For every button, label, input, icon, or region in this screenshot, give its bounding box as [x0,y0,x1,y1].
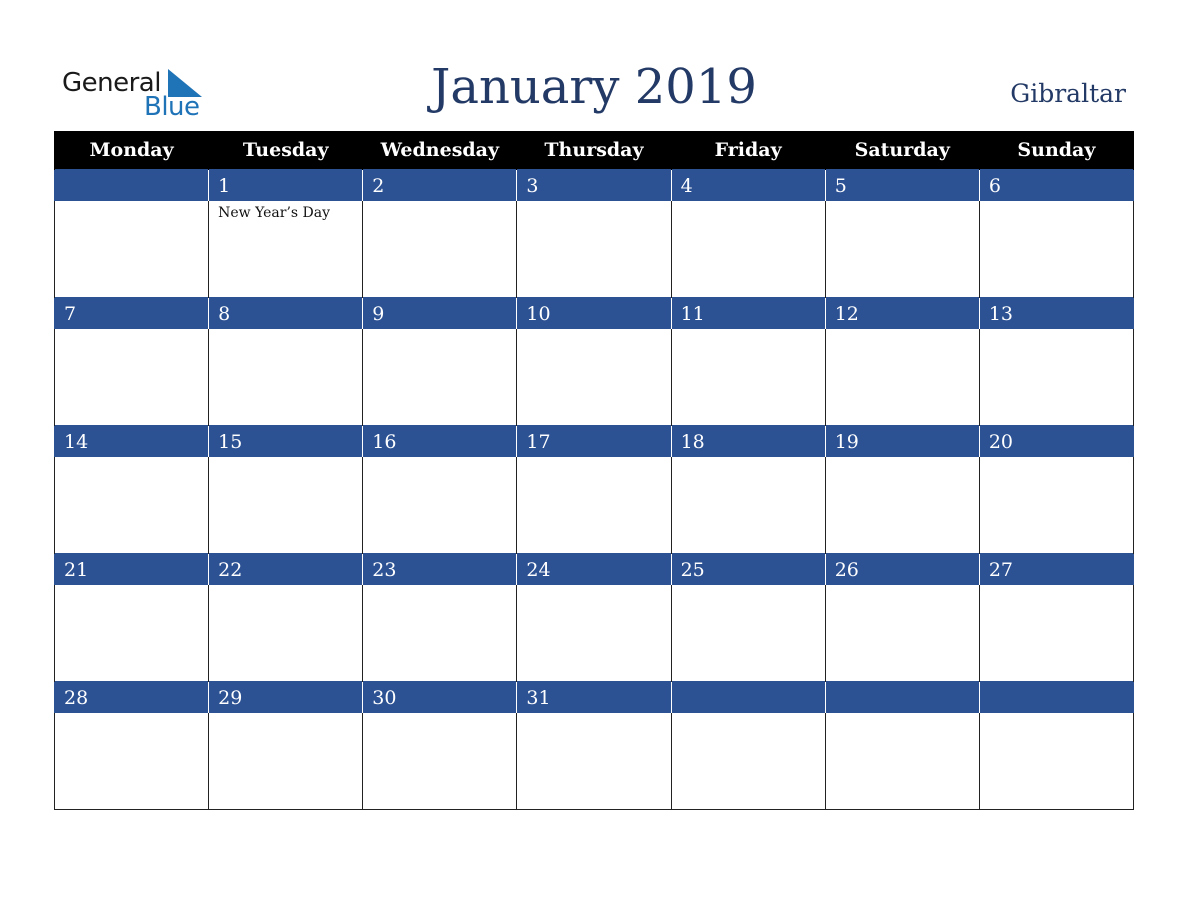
weekday-header: Thursday [517,131,671,170]
day-number [826,687,835,709]
day-number-cell [517,554,671,586]
day-cell [55,713,209,810]
day-number: 31 [526,686,551,709]
day-cell [825,457,979,554]
logo-text-blue: Blue [144,92,200,122]
day-number-cell [209,554,363,586]
day-number-cell [517,170,671,202]
day-number: 25 [680,558,705,581]
holiday-label [826,329,979,332]
holiday-label [517,201,670,204]
day-cell [363,457,517,554]
calendar-grid [54,131,1134,810]
day-cell [55,457,209,554]
day-cell [363,329,517,426]
day-number: 19 [834,430,859,453]
day-cell [363,201,517,298]
holiday-label [672,713,825,716]
day-cell [979,457,1133,554]
day-number: 6 [988,174,1001,197]
day-number [980,687,989,709]
holiday-label [980,585,1133,588]
day-number: 17 [526,430,551,453]
day-number: 5 [834,174,847,197]
day-number-cell [671,426,825,458]
day-cell [671,457,825,554]
day-cell [825,201,979,298]
day-number: 27 [988,558,1014,581]
logo-text-general: General [62,68,161,98]
holiday-label [672,329,825,332]
day-cell [517,585,671,682]
day-cell [209,713,363,810]
holiday-label [980,457,1133,460]
day-number-cell [671,554,825,586]
day-number-cell [671,682,825,714]
holiday-label [209,713,362,716]
holiday-label [55,201,208,204]
day-cell [363,713,517,810]
day-number-cell [671,170,825,202]
holiday-label [209,329,362,332]
holiday-label [363,713,516,716]
day-cell [825,585,979,682]
weekday-header: Friday [671,131,825,170]
day-number: 14 [64,430,89,453]
day-number: 16 [372,430,397,453]
week-events-row [55,329,1134,426]
holiday-label [209,457,362,460]
day-number-cell [363,682,517,714]
day-cell [209,329,363,426]
day-number-cell [55,426,209,458]
day-cell [825,713,979,810]
day-number: 23 [372,558,397,581]
holiday-label [55,585,208,588]
day-cell [363,585,517,682]
day-number: 26 [834,558,859,581]
week-events-row [55,201,1134,298]
day-number: 2 [372,174,385,197]
weekday-header: Monday [55,131,209,170]
day-number: 4 [680,174,693,197]
day-number-cell [209,682,363,714]
week-number-row [55,554,1134,586]
day-number-cell [825,682,979,714]
week-number-row [55,298,1134,330]
day-number-cell [825,554,979,586]
week-number-row [55,170,1134,202]
day-number: 8 [218,302,231,325]
holiday-label [980,713,1133,716]
day-number-cell [671,298,825,330]
day-number-cell [363,298,517,330]
weekday-header: Tuesday [209,131,363,170]
day-number-cell [979,170,1133,202]
holiday-label [517,585,670,588]
day-number-cell [363,554,517,586]
week-number-row [55,682,1134,714]
day-number-cell [55,298,209,330]
day-cell [979,329,1133,426]
day-number: 3 [526,174,539,197]
day-cell [55,585,209,682]
day-number: 9 [372,302,385,325]
day-cell [671,585,825,682]
day-cell [979,713,1133,810]
day-cell [979,201,1133,298]
day-cell [209,201,363,298]
day-number-cell [517,426,671,458]
day-cell [517,713,671,810]
holiday-label [55,713,208,716]
week-events-row [55,585,1134,682]
day-number: 24 [526,558,551,581]
day-number: 15 [218,430,243,453]
holiday-label [980,329,1133,332]
weekday-header: Sunday [979,131,1133,170]
day-number: 28 [64,686,89,709]
weekday-header: Saturday [825,131,979,170]
holiday-label [826,713,979,716]
day-number: 30 [372,686,397,709]
day-cell [517,457,671,554]
holiday-label: New Year’s Day [218,205,331,221]
day-number-cell [363,426,517,458]
holiday-label [55,329,208,332]
holiday-label [363,585,516,588]
day-number-cell [979,298,1133,330]
day-number-cell [825,298,979,330]
day-number-cell [517,682,671,714]
day-number: 29 [218,686,243,709]
day-number-cell [209,426,363,458]
day-number-cell [363,170,517,202]
day-cell [671,329,825,426]
holiday-label [363,457,516,460]
day-cell [209,585,363,682]
day-cell [55,201,209,298]
day-cell [979,585,1133,682]
holiday-label [363,329,516,332]
day-number: 18 [680,430,705,453]
holiday-label [672,201,825,204]
day-number: 20 [988,430,1014,453]
day-cell [825,329,979,426]
day-number [672,687,681,709]
day-number-cell [979,682,1133,714]
day-cell [517,201,671,298]
weekday-header: Wednesday [363,131,517,170]
holiday-label [826,585,979,588]
day-number-cell [979,426,1133,458]
day-number [55,175,64,197]
day-number: 10 [526,302,551,325]
week-events-row [55,457,1134,554]
day-cell [671,713,825,810]
holiday-label [826,201,979,204]
holiday-label [517,329,670,332]
day-cell [209,457,363,554]
day-number: 12 [834,302,859,325]
day-number-cell [825,426,979,458]
week-events-row [55,713,1134,810]
day-number-cell [55,682,209,714]
day-number-cell [979,554,1133,586]
region-label: Gibraltar [1010,79,1126,108]
day-number-cell [55,170,209,202]
day-cell [517,329,671,426]
holiday-label [672,457,825,460]
holiday-label [209,585,362,588]
day-cell [55,329,209,426]
day-number-cell [209,298,363,330]
weekday-header-row [55,131,1134,170]
holiday-label [517,713,670,716]
page-title: January 2019 [431,59,757,115]
day-number: 1 [218,174,231,197]
holiday-label [672,585,825,588]
holiday-label [517,457,670,460]
day-number: 13 [988,302,1014,325]
day-cell [671,201,825,298]
day-number: 22 [218,558,243,581]
week-number-row [55,426,1134,458]
day-number: 21 [64,558,89,581]
holiday-label [980,201,1133,204]
holiday-label [363,201,516,204]
holiday-label [55,457,208,460]
day-number: 7 [64,302,77,325]
day-number-cell [517,298,671,330]
day-number-cell [55,554,209,586]
day-number-cell [209,170,363,202]
day-number-cell [825,170,979,202]
holiday-label [826,457,979,460]
day-number: 11 [680,302,705,325]
